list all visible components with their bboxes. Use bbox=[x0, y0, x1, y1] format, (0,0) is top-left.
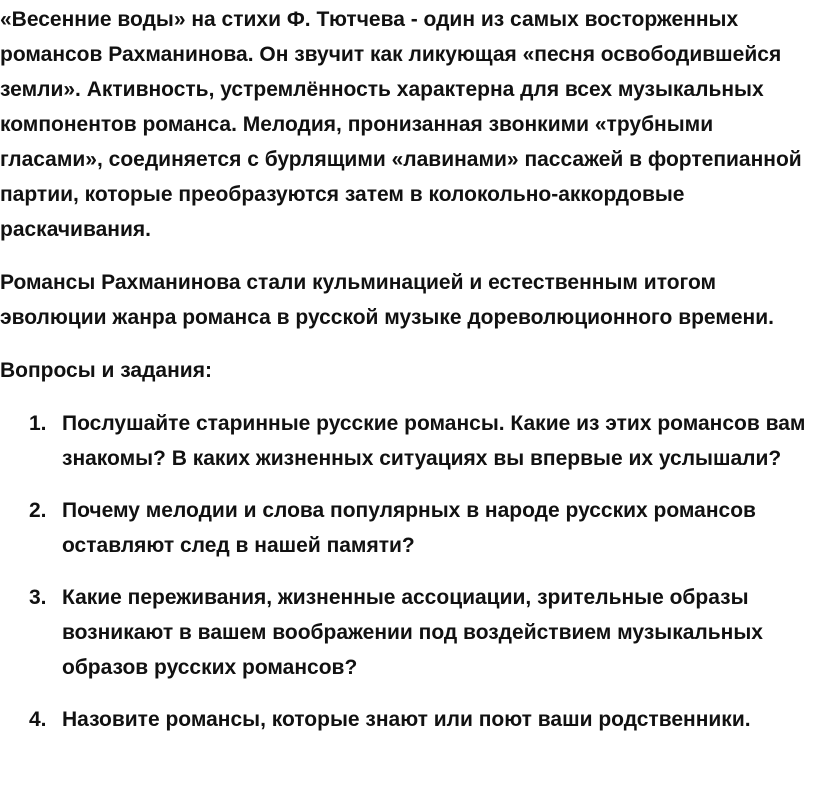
question-item bbox=[0, 702, 808, 737]
question-number: 3. bbox=[29, 586, 47, 609]
questions-list bbox=[0, 406, 808, 737]
questions-heading: Вопросы и задания: bbox=[0, 359, 212, 382]
question-number: 4. bbox=[29, 708, 47, 731]
question-text: Почему мелодии и слова популярных в народе русских романсов оставляют след в нашей памяти? bbox=[62, 499, 756, 557]
document-body bbox=[0, 2, 808, 754]
question-item bbox=[0, 580, 808, 685]
paragraph-vesennie-vody: «Весенние воды» на стихи Ф. Тютчева - один из самых восторженных романсов Рахманинова. Он звучит как ликующая «песня освободившейся земли». Активность, устремлённость характерна для всех музыкальных компонентов романса. Мелодия, пронизанная звонкими «трубными гласами», соединяется с бурлящими «лавинами» пассажей в фортепианной партии, которые преобразуются затем в колокольно-аккордовые раскачивания. bbox=[0, 8, 802, 241]
paragraph-romances-summary: Романсы Рахманинова стали кульминацией и естественным итогом эволюции жанра романса в русской музыке дореволюционного времени. bbox=[0, 271, 774, 329]
question-text: Какие переживания, жизненные ассоциации, зрительные образы возникают в вашем воображении под воздействием музыкальных образов русских романсов? bbox=[62, 586, 763, 679]
question-number: 2. bbox=[29, 499, 47, 522]
question-text: Назовите романсы, которые знают или поют ваши родственники. bbox=[62, 708, 751, 731]
question-item bbox=[0, 406, 808, 476]
question-number: 1. bbox=[29, 412, 47, 435]
question-text: Послушайте старинные русские романсы. Какие из этих романсов вам знакомы? В каких жизненных ситуациях вы впервые их услышали? bbox=[62, 412, 806, 470]
question-item bbox=[0, 493, 808, 563]
